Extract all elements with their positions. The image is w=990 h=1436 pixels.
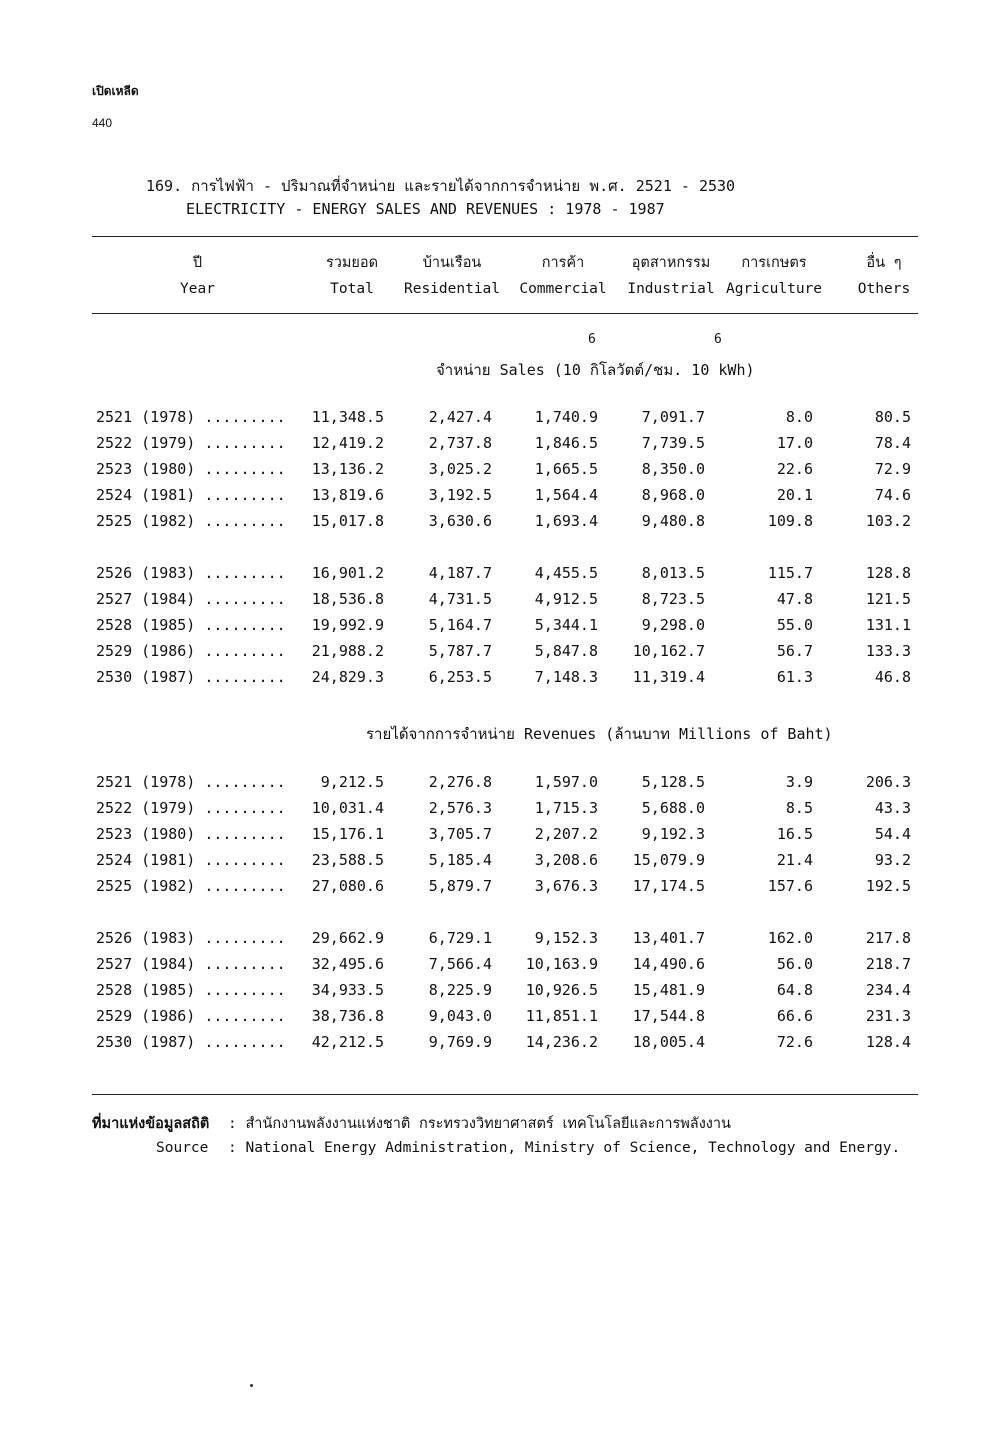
- cell-others: 192.5: [865, 877, 911, 895]
- cell-agriculture: 47.8: [776, 590, 813, 608]
- row-year: 2529 (1986) .........: [96, 642, 286, 660]
- cell-agriculture: 157.6: [767, 877, 813, 895]
- cell-others: 78.4: [874, 434, 911, 452]
- cell-commercial: 10,926.5: [525, 981, 598, 999]
- cell-residential: 2,737.8: [428, 434, 492, 452]
- cell-commercial: 2,207.2: [534, 825, 598, 843]
- cell-total: 23,588.5: [311, 851, 384, 869]
- cell-residential: 6,253.5: [428, 668, 492, 686]
- cell-agriculture: 20.1: [776, 486, 813, 504]
- cell-commercial: 3,208.6: [534, 851, 598, 869]
- header-bottom-rule: [92, 313, 918, 314]
- cell-total: 19,992.9: [311, 616, 384, 634]
- cell-agriculture: 162.0: [767, 929, 813, 947]
- row-year: 2528 (1985) .........: [96, 616, 286, 634]
- cell-agriculture: 21.4: [776, 851, 813, 869]
- cell-industrial: 14,490.6: [632, 955, 705, 973]
- row-year: 2530 (1987) .........: [96, 668, 286, 686]
- cell-agriculture: 115.7: [767, 564, 813, 582]
- cell-total: 29,662.9: [311, 929, 384, 947]
- cell-others: 121.5: [865, 590, 911, 608]
- cell-industrial: 17,544.8: [632, 1007, 705, 1025]
- cell-industrial: 8,013.5: [641, 564, 705, 582]
- cell-industrial: 11,319.4: [632, 668, 705, 686]
- cell-commercial: 9,152.3: [534, 929, 598, 947]
- cell-others: 206.3: [865, 773, 911, 791]
- cell-industrial: 13,401.7: [632, 929, 705, 947]
- column-header-total: รวมยอด Total: [325, 255, 379, 297]
- cell-agriculture: 22.6: [776, 460, 813, 478]
- cell-industrial: 15,079.9: [632, 851, 705, 869]
- cell-commercial: 1,846.5: [534, 434, 598, 452]
- cell-commercial: 1,740.9: [534, 408, 598, 426]
- cell-others: 74.6: [874, 486, 911, 504]
- row-year: 2524 (1981) .........: [96, 486, 286, 504]
- cell-commercial: 4,912.5: [534, 590, 598, 608]
- row-year: 2523 (1980) .........: [96, 825, 286, 843]
- cell-others: 103.2: [865, 512, 911, 530]
- cell-agriculture: 17.0: [776, 434, 813, 452]
- cell-residential: 2,427.4: [428, 408, 492, 426]
- table-top-rule: [92, 236, 918, 237]
- cell-others: 231.3: [865, 1007, 911, 1025]
- cell-residential: 4,731.5: [428, 590, 492, 608]
- row-year: 2526 (1983) .........: [96, 564, 286, 582]
- cell-agriculture: 56.7: [776, 642, 813, 660]
- cell-total: 42,212.5: [311, 1033, 384, 1051]
- row-year: 2521 (1978) .........: [96, 773, 286, 791]
- cell-residential: 9,769.9: [428, 1033, 492, 1051]
- cell-agriculture: 8.5: [785, 799, 813, 817]
- cell-commercial: 1,715.3: [534, 799, 598, 817]
- column-header-year: ปี Year: [180, 255, 215, 297]
- sales-unit-exponent-1: 6: [588, 332, 596, 347]
- cell-others: 93.2: [874, 851, 911, 869]
- cell-agriculture: 61.3: [776, 668, 813, 686]
- cell-commercial: 7,148.3: [534, 668, 598, 686]
- cell-residential: 8,225.9: [428, 981, 492, 999]
- cell-agriculture: 55.0: [776, 616, 813, 634]
- row-year: 2529 (1986) .........: [96, 1007, 286, 1025]
- cell-industrial: 7,739.5: [641, 434, 705, 452]
- cell-commercial: 3,676.3: [534, 877, 598, 895]
- cell-commercial: 5,344.1: [534, 616, 598, 634]
- cell-residential: 5,164.7: [428, 616, 492, 634]
- cell-commercial: 5,847.8: [534, 642, 598, 660]
- cell-industrial: 18,005.4: [632, 1033, 705, 1051]
- sales-section-label: จำหน่าย Sales (10 กิโลวัตต์/ชม. 10 kWh): [436, 361, 755, 379]
- cell-agriculture: 64.8: [776, 981, 813, 999]
- cell-commercial: 14,236.2: [525, 1033, 598, 1051]
- cell-commercial: 4,455.5: [534, 564, 598, 582]
- source-label-thai: ที่มาแห่งข้อมูลสถิติ: [92, 1116, 210, 1132]
- cell-total: 16,901.2: [311, 564, 384, 582]
- cell-industrial: 5,688.0: [641, 799, 705, 817]
- cell-residential: 7,566.4: [428, 955, 492, 973]
- cell-others: 72.9: [874, 460, 911, 478]
- cell-residential: 9,043.0: [428, 1007, 492, 1025]
- cell-industrial: 7,091.7: [641, 408, 705, 426]
- cell-industrial: 9,480.8: [641, 512, 705, 530]
- column-header-commercial: การค้า Commercial: [519, 255, 607, 297]
- source-label-english: Source: [156, 1140, 209, 1156]
- cell-residential: 3,192.5: [428, 486, 492, 504]
- cell-total: 15,017.8: [311, 512, 384, 530]
- row-year: 2527 (1984) .........: [96, 955, 286, 973]
- cell-industrial: 5,128.5: [641, 773, 705, 791]
- cell-total: 32,495.6: [311, 955, 384, 973]
- cell-others: 217.8: [865, 929, 911, 947]
- revenues-section-label: รายได้จากการจำหน่าย Revenues (ล้านบาท Millions of Baht): [366, 725, 833, 743]
- row-year: 2524 (1981) .........: [96, 851, 286, 869]
- cell-industrial: 8,968.0: [641, 486, 705, 504]
- cell-agriculture: 72.6: [776, 1033, 813, 1051]
- cell-total: 18,536.8: [311, 590, 384, 608]
- cell-others: 43.3: [874, 799, 911, 817]
- cell-agriculture: 56.0: [776, 955, 813, 973]
- cell-residential: 5,879.7: [428, 877, 492, 895]
- row-year: 2525 (1982) .........: [96, 877, 286, 895]
- cell-industrial: 15,481.9: [632, 981, 705, 999]
- sales-unit-exponent-2: 6: [714, 332, 722, 347]
- cell-total: 15,176.1: [311, 825, 384, 843]
- cell-commercial: 10,163.9: [525, 955, 598, 973]
- table-bottom-rule: [92, 1094, 918, 1095]
- cell-residential: 6,729.1: [428, 929, 492, 947]
- cell-others: 234.4: [865, 981, 911, 999]
- cell-residential: 5,787.7: [428, 642, 492, 660]
- cell-commercial: 11,851.1: [525, 1007, 598, 1025]
- cell-total: 34,933.5: [311, 981, 384, 999]
- cell-others: 80.5: [874, 408, 911, 426]
- cell-agriculture: 8.0: [785, 408, 813, 426]
- cell-total: 13,819.6: [311, 486, 384, 504]
- cell-industrial: 8,350.0: [641, 460, 705, 478]
- row-year: 2525 (1982) .........: [96, 512, 286, 530]
- row-year: 2522 (1979) .........: [96, 799, 286, 817]
- cell-residential: 3,630.6: [428, 512, 492, 530]
- cell-others: 54.4: [874, 825, 911, 843]
- column-header-agriculture: การเกษตร Agriculture: [725, 255, 823, 297]
- cell-industrial: 8,723.5: [641, 590, 705, 608]
- cell-residential: 2,276.8: [428, 773, 492, 791]
- cell-others: 218.7: [865, 955, 911, 973]
- stray-dot: [250, 1384, 253, 1387]
- row-year: 2526 (1983) .........: [96, 929, 286, 947]
- cell-industrial: 17,174.5: [632, 877, 705, 895]
- row-year: 2521 (1978) .........: [96, 408, 286, 426]
- cell-commercial: 1,597.0: [534, 773, 598, 791]
- cell-total: 12,419.2: [311, 434, 384, 452]
- column-header-industrial: อุตสาหกรรม Industrial: [627, 255, 715, 297]
- cell-total: 13,136.2: [311, 460, 384, 478]
- table-title-thai: 169. การไฟฟ้า - ปริมาณที่จำหน่าย และรายได้จากการจำหน่าย พ.ศ. 2521 - 2530: [146, 177, 736, 195]
- cell-total: 21,988.2: [311, 642, 384, 660]
- row-year: 2530 (1987) .........: [96, 1033, 286, 1051]
- row-year: 2523 (1980) .........: [96, 460, 286, 478]
- source-text-thai: : สำนักงานพลังงานแห่งชาติ กระทรวงวิทยาศาสตร์ เทคโนโลยีและการพลังงาน: [228, 1116, 731, 1132]
- cell-others: 128.8: [865, 564, 911, 582]
- column-header-residential: บ้านเรือน Residential: [403, 255, 501, 297]
- row-year: 2527 (1984) .........: [96, 590, 286, 608]
- cell-residential: 5,185.4: [428, 851, 492, 869]
- cell-agriculture: 16.5: [776, 825, 813, 843]
- cell-industrial: 10,162.7: [632, 642, 705, 660]
- cell-commercial: 1,693.4: [534, 512, 598, 530]
- cell-total: 9,212.5: [320, 773, 384, 791]
- cell-others: 133.3: [865, 642, 911, 660]
- cell-commercial: 1,665.5: [534, 460, 598, 478]
- cell-residential: 2,576.3: [428, 799, 492, 817]
- table-title-english: ELECTRICITY - ENERGY SALES AND REVENUES : 1978 - 1987: [186, 200, 665, 218]
- running-head: เปิดเหลีด: [92, 84, 139, 98]
- cell-total: 24,829.3: [311, 668, 384, 686]
- cell-total: 38,736.8: [311, 1007, 384, 1025]
- row-year: 2528 (1985) .........: [96, 981, 286, 999]
- cell-residential: 4,187.7: [428, 564, 492, 582]
- cell-industrial: 9,192.3: [641, 825, 705, 843]
- page-number: 440: [92, 116, 113, 130]
- cell-total: 10,031.4: [311, 799, 384, 817]
- column-header-others: อื่น ๆ Others: [857, 255, 911, 297]
- cell-agriculture: 109.8: [767, 512, 813, 530]
- source-text-english: : National Energy Administration, Ministry of Science, Technology and Energy.: [228, 1140, 901, 1156]
- cell-others: 46.8: [874, 668, 911, 686]
- cell-total: 11,348.5: [311, 408, 384, 426]
- cell-agriculture: 66.6: [776, 1007, 813, 1025]
- cell-industrial: 9,298.0: [641, 616, 705, 634]
- cell-agriculture: 3.9: [785, 773, 813, 791]
- cell-others: 128.4: [865, 1033, 911, 1051]
- cell-commercial: 1,564.4: [534, 486, 598, 504]
- cell-residential: 3,705.7: [428, 825, 492, 843]
- cell-residential: 3,025.2: [428, 460, 492, 478]
- row-year: 2522 (1979) .........: [96, 434, 286, 452]
- cell-others: 131.1: [865, 616, 911, 634]
- cell-total: 27,080.6: [311, 877, 384, 895]
